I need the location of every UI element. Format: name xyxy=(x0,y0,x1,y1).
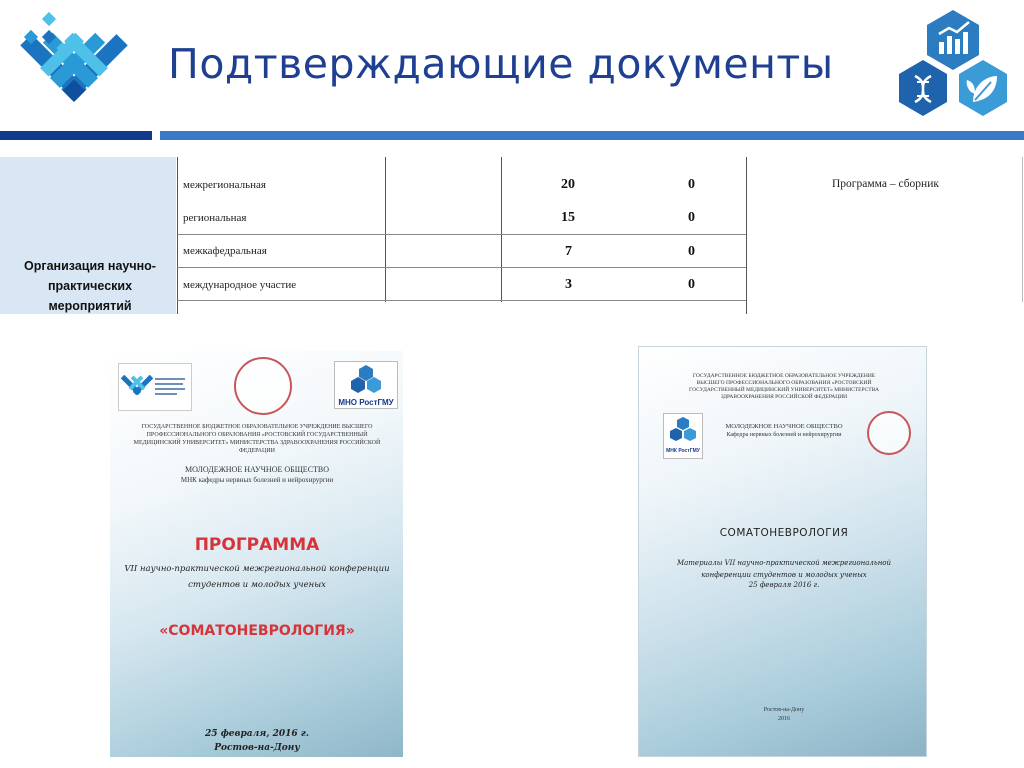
table-row-second: 0 xyxy=(688,177,695,192)
collection-cover-image xyxy=(638,346,927,757)
doc-name: СОМАТОНЕВРОЛОГИЯ xyxy=(719,527,849,539)
doc-org: ГОСУДАРСТВЕННОЕ БЮДЖЕТНОЕ ОБРАЗОВАТЕЛЬНОЕ УЧРЕЖДЕНИЕ ВЫСШЕГО ПРОФЕССИОНАЛЬНОГО ОБРАЗОВАНИЯ «РОСТОВСКИЙ ГОСУДАРСТВЕННЫЙ МЕДИЦИНСКИЙ УНИВЕРСИТЕТ» МИНИСТЕРСТВА ЗДРАВООХРАНЕНИЯ РОССИЙСКОЙ ФЕДЕРАЦИИ xyxy=(689,373,879,400)
mno-badge: МНО РостГМУ xyxy=(334,361,398,409)
doc-org: ГОСУДАРСТВЕННОЕ БЮДЖЕТНОЕ ОБРАЗОВАТЕЛЬНОЕ УЧРЕЖДЕНИЕ ВЫСШЕГО ПРОФЕССИОНАЛЬНОГО ОБРАЗОВАНИЯ «РОСТОВСКИЙ ГОСУДАРСТВЕННЫЙ МЕДИЦИНСКИЙ УНИВЕРСИТЕТ» МИНИСТЕРСТВА ЗДРАВООХРАНЕНИЯ РОССИЙСКОЙ ФЕДЕРАЦИИ xyxy=(133,424,381,454)
table-row-label: региональная xyxy=(183,212,247,224)
table-row-label: межкафедральная xyxy=(183,245,267,257)
doc-society: МОЛОДЕЖНОЕ НАУЧНОЕ ОБЩЕСТВО xyxy=(184,465,330,474)
doc-city: Ростов-на-Дону xyxy=(763,707,805,713)
program-cover-image xyxy=(110,351,403,757)
doc-name: «СОМАТОНЕВРОЛОГИЯ» xyxy=(159,623,355,639)
table-row-count: 7 xyxy=(565,244,572,259)
doc-heading: ПРОГРАММА xyxy=(194,535,320,555)
doc-year: 2016 xyxy=(778,716,790,722)
university-logo-icon xyxy=(12,6,144,124)
doc-date: 25 февраля, 2016 г. xyxy=(205,729,309,739)
table-row-count: 20 xyxy=(561,177,575,192)
table-row-count: 3 xyxy=(565,277,572,292)
doc-subtitle: VII научно-практической межрегиональной конференции студентов и молодых ученых xyxy=(124,564,390,590)
doc-city: Ростов-на-Дону xyxy=(214,743,300,753)
analytics-dna-ecology-hex-icon xyxy=(893,6,1015,124)
table-row-label: международное участие xyxy=(183,279,297,291)
header-rule-dark xyxy=(0,131,152,140)
table-note: Программа – сборник xyxy=(832,178,939,190)
doc-society-sub: Кафедра нервных болезней и нейрохирургии xyxy=(726,432,842,438)
table-row-count: 15 xyxy=(561,210,575,225)
table-row-second: 0 xyxy=(688,210,695,225)
society-emblem-icon xyxy=(234,357,292,415)
doc-subtitle: Материалы VII научно-практической межрегиональной конференции студентов и молодых ученых xyxy=(676,559,892,579)
society-emblem-icon xyxy=(867,411,911,455)
page-title: Подтверждающие документы xyxy=(168,40,834,88)
table-row-label: межрегиональная xyxy=(183,179,266,191)
table-row-second: 0 xyxy=(688,244,695,259)
category-label: Организация научно-практических мероприятий xyxy=(24,259,156,313)
doc-date: 25 февраля 2016 г. xyxy=(748,581,820,589)
table-row-second: 0 xyxy=(688,277,695,292)
mnk-badge: МНК РостГМУ xyxy=(663,413,703,459)
doc-society: МОЛОДЕЖНОЕ НАУЧНОЕ ОБЩЕСТВО xyxy=(725,423,843,430)
doc-society-sub: МНК кафедры нервных болезней и нейрохирургии xyxy=(180,476,334,484)
university-logo-icon xyxy=(118,363,192,411)
header-rule-light xyxy=(160,131,1024,140)
